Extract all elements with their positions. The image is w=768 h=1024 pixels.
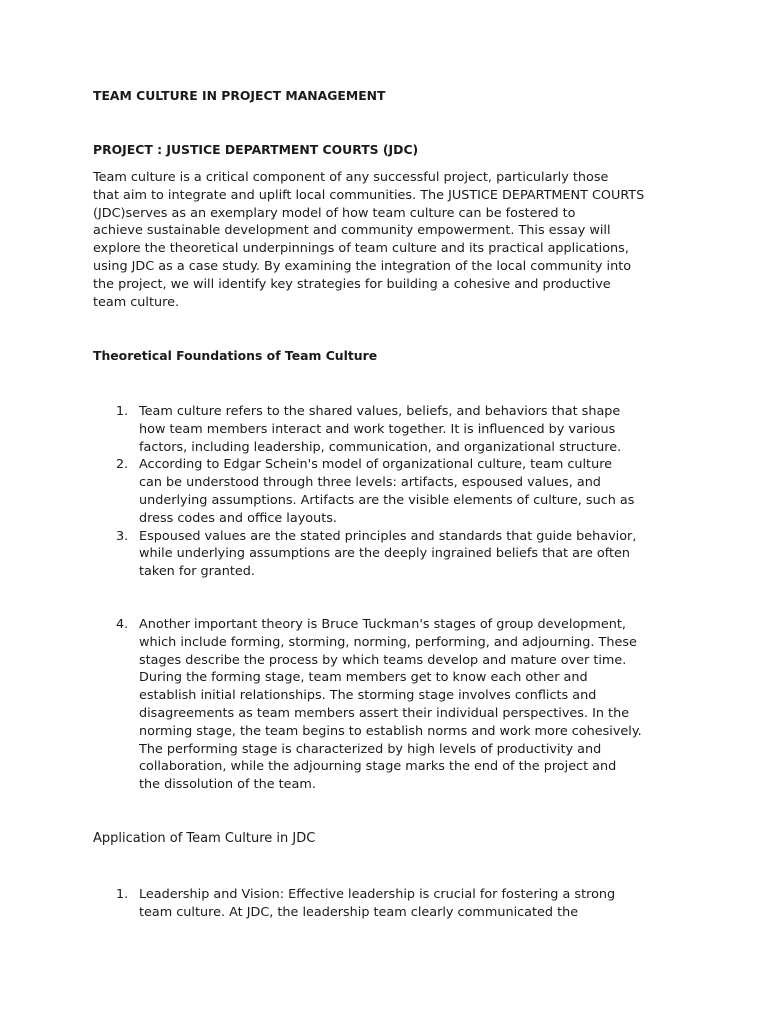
intro-line: team culture.	[93, 294, 180, 310]
theory-list	[0, 403, 768, 581]
intro-line: explore the theoretical underpinnings of team culture and its practical applications,	[93, 241, 629, 257]
list-item-line: Team culture refers to the shared values, beliefs, and behaviors that shape	[139, 404, 621, 419]
list-item-line: establish initial relationships. The storming stage involves conflicts and	[139, 688, 597, 704]
project-heading: PROJECT : JUSTICE DEPARTMENT COURTS (JDC)	[93, 142, 419, 157]
list-item-line: During the forming stage, team members get to know each other and	[139, 670, 588, 686]
list-item-line: Another important theory is Bruce Tuckman's stages of group development,	[139, 617, 626, 632]
list-item-line: which include forming, storming, norming, performing, and adjourning. These	[139, 634, 637, 650]
list-item-line: stages describe the process by which teams develop and mature over time.	[139, 652, 627, 668]
list-item-line: The performing stage is characterized by high levels of productivity and	[139, 741, 602, 757]
list-item-line: Espoused values are the stated principles and standards that guide behavior,	[139, 528, 637, 544]
intro-line: Team culture is a critical component of any successful project, particularly those	[93, 170, 609, 185]
intro-line: the project, we will identify key strategies for building a cohesive and productive	[93, 276, 611, 292]
theory-heading: Theoretical Foundations of Team Culture	[93, 348, 378, 363]
list-item-number: 3.	[116, 528, 129, 544]
application-heading: Application of Team Culture in JDC	[93, 831, 316, 846]
theory-list-continued	[0, 616, 768, 794]
list-item-line: disagreements as team members assert their individual perspectives. In the	[139, 705, 630, 721]
list-item	[0, 616, 768, 794]
list-item-number: 4.	[116, 617, 129, 632]
list-item-line: team culture. At JDC, the leadership team clearly communicated the	[139, 904, 579, 920]
list-item-line: dress codes and office layouts.	[139, 510, 337, 526]
intro-paragraph	[93, 169, 683, 311]
list-item-line: can be understood through three levels: artifacts, espoused values, and	[139, 475, 601, 491]
application-list	[0, 886, 768, 922]
document-title: TEAM CULTURE IN PROJECT MANAGEMENT	[93, 88, 386, 103]
list-item	[0, 528, 768, 581]
list-item-line: while underlying assumptions are the deeply ingrained beliefs that are often	[139, 546, 631, 562]
list-item-line: Leadership and Vision: Effective leadership is crucial for fostering a strong	[139, 887, 616, 902]
intro-line: using JDC as a case study. By examining the integration of the local community into	[93, 258, 632, 274]
intro-line: achieve sustainable development and community empowerment. This essay will	[93, 223, 611, 239]
intro-line: (JDC)serves as an exemplary model of how team culture can be fostered to	[93, 205, 576, 221]
list-item-number: 2.	[116, 457, 129, 473]
list-item	[0, 403, 768, 456]
list-item-number: 1.	[116, 404, 129, 419]
list-item-line: underlying assumptions. Artifacts are the visible elements of culture, such as	[139, 492, 635, 508]
list-item-line: the dissolution of the team.	[139, 777, 316, 793]
list-item-line: factors, including leadership, communication, and organizational structure.	[139, 439, 622, 455]
list-item-line: taken for granted.	[139, 564, 255, 580]
intro-line: that aim to integrate and uplift local communities. The JUSTICE DEPARTMENT COURTS	[93, 187, 645, 203]
list-item	[0, 456, 768, 527]
list-item-line: norming stage, the team begins to establish norms and work more cohesively.	[139, 723, 642, 739]
list-item-line: how team members interact and work together. It is influenced by various	[139, 421, 616, 437]
list-item-line: According to Edgar Schein's model of organizational culture, team culture	[139, 457, 613, 473]
list-item	[0, 886, 768, 922]
list-item-number: 1.	[116, 887, 129, 902]
list-item-line: collaboration, while the adjourning stage marks the end of the project and	[139, 759, 617, 775]
